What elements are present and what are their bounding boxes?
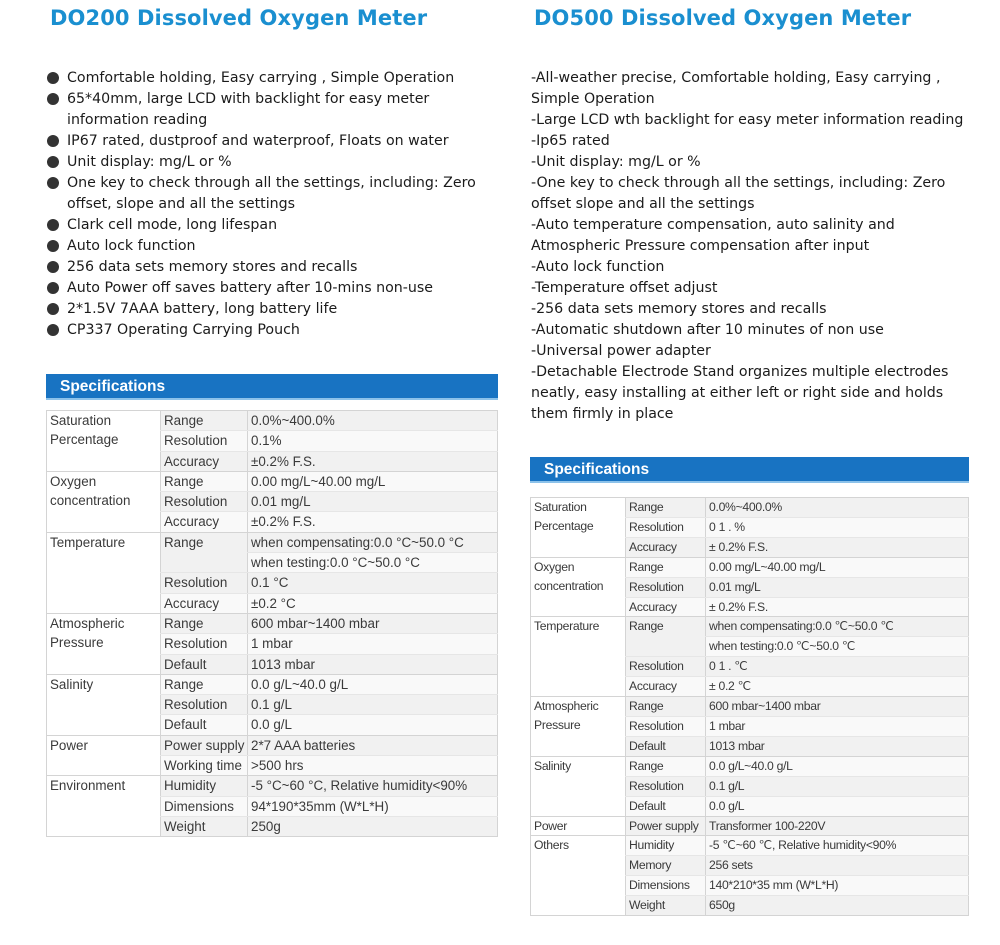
spec-row [47,674,498,694]
spec-category [531,816,626,836]
do500-feature-list [531,68,963,425]
spec-row [531,697,969,717]
spec-param: Resolution [161,634,248,654]
feature-item [531,215,963,236]
spec-category [531,836,626,916]
spec-category-label: Atmospheric Pressure [50,615,125,651]
feature-item [46,173,498,215]
feature-item [531,236,963,257]
spec-category [47,411,161,472]
spec-value: -5 °C~60 °C, Relative humidity<90% [248,776,498,796]
spec-param: Default [626,736,706,756]
spec-param: Resolution [626,776,706,796]
feature-text: -256 data sets memory stores and recalls [531,301,827,317]
feature-text: CP337 Operating Carrying Pouch [67,322,300,338]
spec-value: 0.0 g/L [706,796,969,816]
spec-value: ±0.2 °C [248,593,498,613]
feature-text: 2*1.5V 7AAA battery, long battery life [67,301,338,317]
spec-value: ±0.2% F.S. [248,512,498,532]
do200-spec-table [46,410,498,837]
spec-param: Memory [626,856,706,876]
spec-value: 0.0 g/L~40.0 g/L [706,756,969,776]
spec-category [531,498,626,558]
spec-category-label: Saturation Percentage [50,413,119,448]
spec-param: Accuracy [161,512,248,532]
spec-value: 1013 mbar [248,654,498,674]
spec-value: ±0.2% F.S. [248,451,498,471]
spec-category [47,613,161,674]
feature-item [531,383,963,404]
spec-category-label: Salinity [50,676,94,692]
spec-row [531,816,969,836]
feature-text: them firmly in place [531,406,674,422]
feature-item [531,194,963,215]
feature-item [531,404,963,425]
spec-category-label: Salinity [534,758,571,773]
spec-param: Resolution [161,431,248,451]
spec-param: Range [161,674,248,694]
spec-value: when testing:0.0 °C~50.0 °C [248,553,498,573]
spec-param: Accuracy [626,597,706,617]
do500-spec-table [530,497,969,916]
spec-value: >500 hrs [248,756,498,776]
do200-spec-header: Specifications [46,374,498,400]
feature-text: -Temperature offset adjust [531,280,718,296]
spec-param: Weight [626,896,706,916]
spec-category-label: Temperature [50,534,126,550]
do200-title: DO200 Dissolved Oxygen Meter [50,6,428,30]
feature-item [531,341,963,362]
bullet-icon [47,93,59,105]
feature-text: Clark cell mode, long lifespan [67,217,278,233]
feature-item [531,362,963,383]
feature-item [531,131,963,152]
feature-text: IP67 rated, dustproof and waterproof, Floats on water [67,133,449,149]
spec-value: when compensating:0.0 ℃~50.0 ℃ [706,617,969,637]
spec-param: Resolution [161,492,248,512]
spec-param: Power supply [626,816,706,836]
feature-item [46,278,498,299]
spec-value: when testing:0.0 ℃~50.0 ℃ [706,637,969,657]
spec-category [47,776,161,837]
spec-param: Accuracy [626,537,706,557]
bullet-icon [47,72,59,84]
feature-item [46,68,498,89]
spec-row [531,498,969,518]
spec-param: Accuracy [161,451,248,471]
feature-item [46,89,498,131]
feature-text: offset slope and all the settings [531,196,755,212]
spec-value: 0.00 mg/L~40.00 mg/L [706,557,969,577]
spec-value: 0.00 mg/L~40.00 mg/L [248,471,498,491]
spec-category [531,617,626,697]
spec-row [531,557,969,577]
feature-text: -Auto temperature compensation, auto salinity and [531,217,895,233]
spec-param: Range [626,617,706,657]
spec-value: 0 1 . % [706,517,969,537]
feature-item [531,278,963,299]
do500-spec-header: Specifications [530,457,969,483]
spec-row [47,411,498,431]
spec-param: Power supply [161,735,248,755]
spec-param: Resolution [626,716,706,736]
spec-param: Range [626,756,706,776]
spec-value: 0.0 g/L~40.0 g/L [248,674,498,694]
spec-param: Range [626,498,706,518]
spec-row [47,776,498,796]
spec-category-label: Environment [50,778,126,794]
spec-param: Dimensions [626,876,706,896]
spec-category-label: Oxygen concentration [534,559,604,593]
feature-item [531,299,963,320]
spec-value: 1 mbar [706,716,969,736]
spec-category [47,471,161,532]
feature-text: Comfortable holding, Easy carrying , Simple Operation [67,70,455,86]
feature-text: Simple Operation [531,91,655,107]
feature-text: Atmospheric Pressure compensation after input [531,238,870,254]
spec-param: Resolution [626,577,706,597]
spec-value: 0.1 °C [248,573,498,593]
spec-row [47,613,498,633]
spec-category-label: Saturation Percentage [534,500,594,533]
spec-value: 250g [248,816,498,836]
spec-row [47,471,498,491]
do200-feature-list [46,68,498,341]
feature-item [46,152,498,173]
feature-text: -Large LCD wth backlight for easy meter information reading [531,112,964,128]
bullet-icon [47,156,59,168]
feature-item [531,320,963,341]
feature-item [46,236,498,257]
spec-category [47,735,161,776]
spec-value: ± 0.2% F.S. [706,537,969,557]
spec-category [47,674,161,735]
spec-param: Weight [161,816,248,836]
spec-value: 600 mbar~1400 mbar [706,697,969,717]
spec-category [531,697,626,757]
feature-text: 65*40mm, large LCD with backlight for easy meter information reading [67,91,430,128]
feature-text: -All-weather precise, Comfortable holding, Easy carrying , [531,70,941,86]
spec-category [531,557,626,617]
feature-text: Unit display: mg/L or % [67,154,232,170]
spec-value: 0.01 mg/L [706,577,969,597]
bullet-icon [47,282,59,294]
feature-item [531,173,963,194]
spec-value: 0 1 . ℃ [706,657,969,677]
feature-text: 256 data sets memory stores and recalls [67,259,358,275]
feature-text: -Automatic shutdown after 10 minutes of non use [531,322,884,338]
bullet-icon [47,240,59,252]
spec-param: Range [626,697,706,717]
spec-param: Default [161,654,248,674]
feature-text: -Universal power adapter [531,343,711,359]
spec-param: Range [161,471,248,491]
spec-param: Dimensions [161,796,248,816]
bullet-icon [47,135,59,147]
spec-row [47,532,498,552]
spec-value: -5 ℃~60 ℃, Relative humidity<90% [706,836,969,856]
spec-param: Resolution [161,573,248,593]
spec-value: 600 mbar~1400 mbar [248,613,498,633]
bullet-icon [47,261,59,273]
spec-value: 1 mbar [248,634,498,654]
spec-value: 94*190*35mm (W*L*H) [248,796,498,816]
spec-category-label: Oxygen concentration [50,473,131,509]
spec-value: 256 sets [706,856,969,876]
feature-item [46,320,498,341]
feature-item [46,257,498,278]
feature-text: -Auto lock function [531,259,665,275]
spec-row [47,735,498,755]
spec-value: ± 0.2 ℃ [706,677,969,697]
spec-value: when compensating:0.0 °C~50.0 °C [248,532,498,552]
spec-category [47,532,161,613]
spec-value: 0.0%~400.0% [248,411,498,431]
bullet-icon [47,219,59,231]
feature-text: -Ip65 rated [531,133,610,149]
spec-row [531,836,969,856]
spec-value: 650g [706,896,969,916]
feature-text: Auto Power off saves battery after 10-mins non-use [67,280,434,296]
spec-param: Default [161,715,248,735]
feature-item [531,110,963,131]
spec-param: Accuracy [161,593,248,613]
spec-value: 0.0 g/L [248,715,498,735]
spec-param: Working time [161,756,248,776]
spec-param: Range [626,557,706,577]
spec-value: 2*7 AAA batteries [248,735,498,755]
feature-item [46,131,498,152]
feature-text: One key to check through all the settings, including: Zero offset, slope and all the settings [67,175,476,212]
spec-param: Range [161,613,248,633]
feature-text: -Detachable Electrode Stand organizes multiple electrodes [531,364,949,380]
spec-param: Humidity [626,836,706,856]
bullet-icon [47,177,59,189]
spec-param: Humidity [161,776,248,796]
spec-category-label: Temperature [534,619,600,634]
spec-category-label: Others [534,838,569,853]
feature-item [46,299,498,320]
feature-text: neatly, easy installing at either left or right side and holds [531,385,944,401]
spec-param: Resolution [626,517,706,537]
spec-value: 0.01 mg/L [248,492,498,512]
feature-item [531,89,963,110]
spec-param: Resolution [161,695,248,715]
spec-value: 140*210*35 mm (W*L*H) [706,876,969,896]
spec-category-label: Power [534,818,568,833]
do500-title: DO500 Dissolved Oxygen Meter [534,6,912,30]
spec-category-label: Power [50,737,88,753]
feature-text: -Unit display: mg/L or % [531,154,701,170]
bullet-icon [47,303,59,315]
spec-param: Default [626,796,706,816]
spec-value: 0.0%~400.0% [706,498,969,518]
spec-param: Accuracy [626,677,706,697]
spec-row [531,617,969,637]
spec-param: Resolution [626,657,706,677]
spec-value: 0.1 g/L [706,776,969,796]
spec-value: 0.1% [248,431,498,451]
feature-text: -One key to check through all the settings, including: Zero [531,175,946,191]
spec-value: ± 0.2% F.S. [706,597,969,617]
feature-item [46,215,498,236]
spec-value: Transformer 100-220V [706,816,969,836]
spec-category [531,756,626,816]
spec-value: 0.1 g/L [248,695,498,715]
feature-item [531,152,963,173]
bullet-icon [47,324,59,336]
feature-item [531,257,963,278]
feature-item [531,68,963,89]
spec-row [531,756,969,776]
spec-category-label: Atmospheric Pressure [534,699,599,732]
spec-param: Range [161,532,248,573]
feature-text: Auto lock function [67,238,196,254]
spec-param: Range [161,411,248,431]
spec-value: 1013 mbar [706,736,969,756]
